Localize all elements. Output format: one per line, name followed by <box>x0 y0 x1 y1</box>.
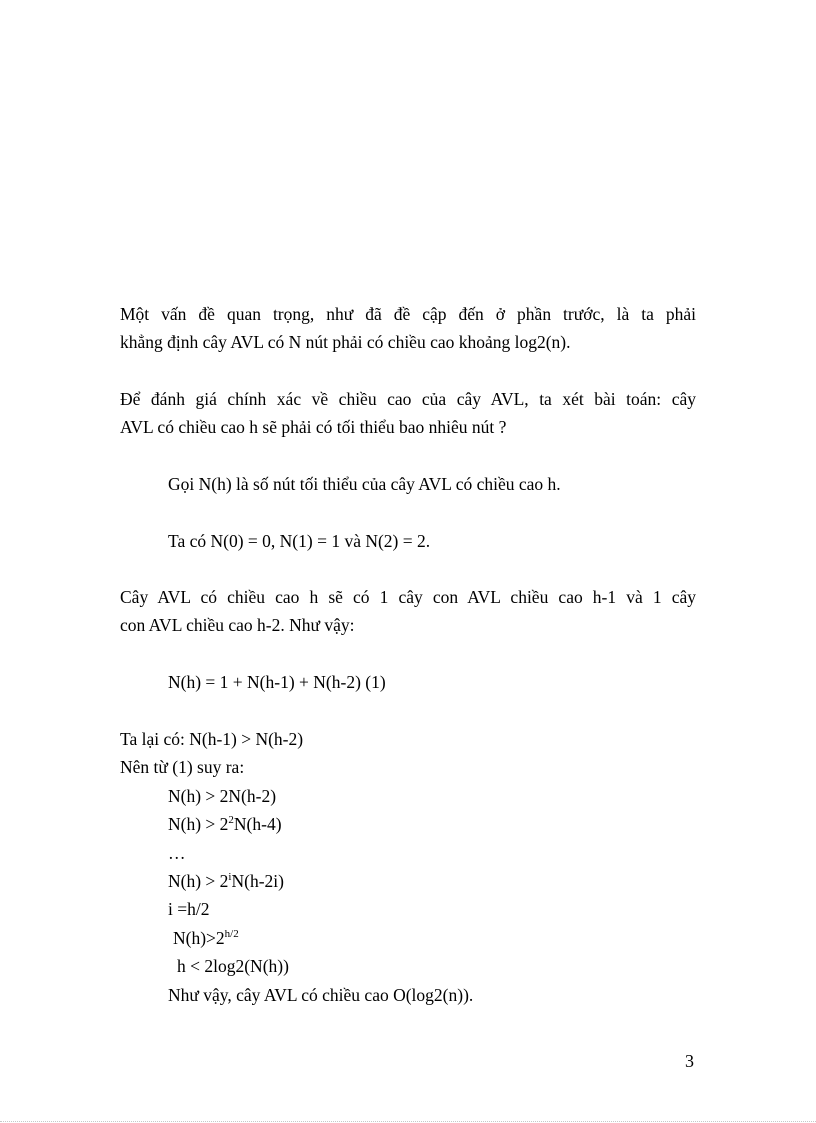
step-3-rest: N(h-2i) <box>231 871 284 891</box>
paragraph-1-line-1: Một vấn đề quan trọng, như đã đề cập đến ở phần trước, là ta phải <box>120 304 696 324</box>
step-3-base: N(h) > 2 <box>168 871 229 891</box>
paragraph-2-line-1: Để đánh giá chính xác về chiều cao của cây AVL, ta xét bài toán: cây <box>120 389 696 409</box>
derivation-step-2 <box>168 813 282 835</box>
derivation-intro-2: Nên từ (1) suy ra: <box>120 757 245 777</box>
derivation-intro-1: Ta lại có: N(h-1) > N(h-2) <box>120 729 304 749</box>
step-5-base: N(h)>2 <box>173 928 225 948</box>
derivation-step-1: N(h) > 2N(h-2) <box>168 786 277 806</box>
step-5-exponent: h/2 <box>224 928 239 940</box>
step-3-exponent: i <box>228 871 232 883</box>
formula-1: N(h) = 1 + N(h-1) + N(h-2) (1) <box>168 672 386 692</box>
paragraph-3: Gọi N(h) là số nút tối thiểu của cây AVL có chiều cao h. <box>168 474 561 494</box>
derivation-step-6: h < 2log2(N(h)) <box>177 956 289 976</box>
derivation-step-3 <box>168 870 284 892</box>
page-number: 3 <box>685 1051 694 1071</box>
derivation-step-5 <box>173 927 239 949</box>
derivation-ellipsis: … <box>168 843 186 863</box>
conclusion: Như vậy, cây AVL có chiều cao O(log2(n)). <box>168 985 474 1005</box>
paragraph-1-line-2: khẳng định cây AVL có N nút phải có chiều cao khoảng log2(n). <box>120 332 571 352</box>
step-2-exponent: 2 <box>228 814 234 826</box>
paragraph-2-line-2: AVL có chiều cao h sẽ phải có tối thiểu bao nhiêu nút ? <box>120 417 507 437</box>
paragraph-5-line-2: con AVL chiều cao h-2. Như vậy: <box>120 615 355 635</box>
paragraph-4: Ta có N(0) = 0, N(1) = 1 và N(2) = 2. <box>168 531 431 551</box>
step-2-base: N(h) > 2 <box>168 814 229 834</box>
derivation-step-4: i =h/2 <box>168 899 210 919</box>
step-2-rest: N(h-4) <box>233 814 282 834</box>
paragraph-5-line-1: Cây AVL có chiều cao h sẽ có 1 cây con AVL chiều cao h-1 và 1 cây <box>120 587 696 607</box>
